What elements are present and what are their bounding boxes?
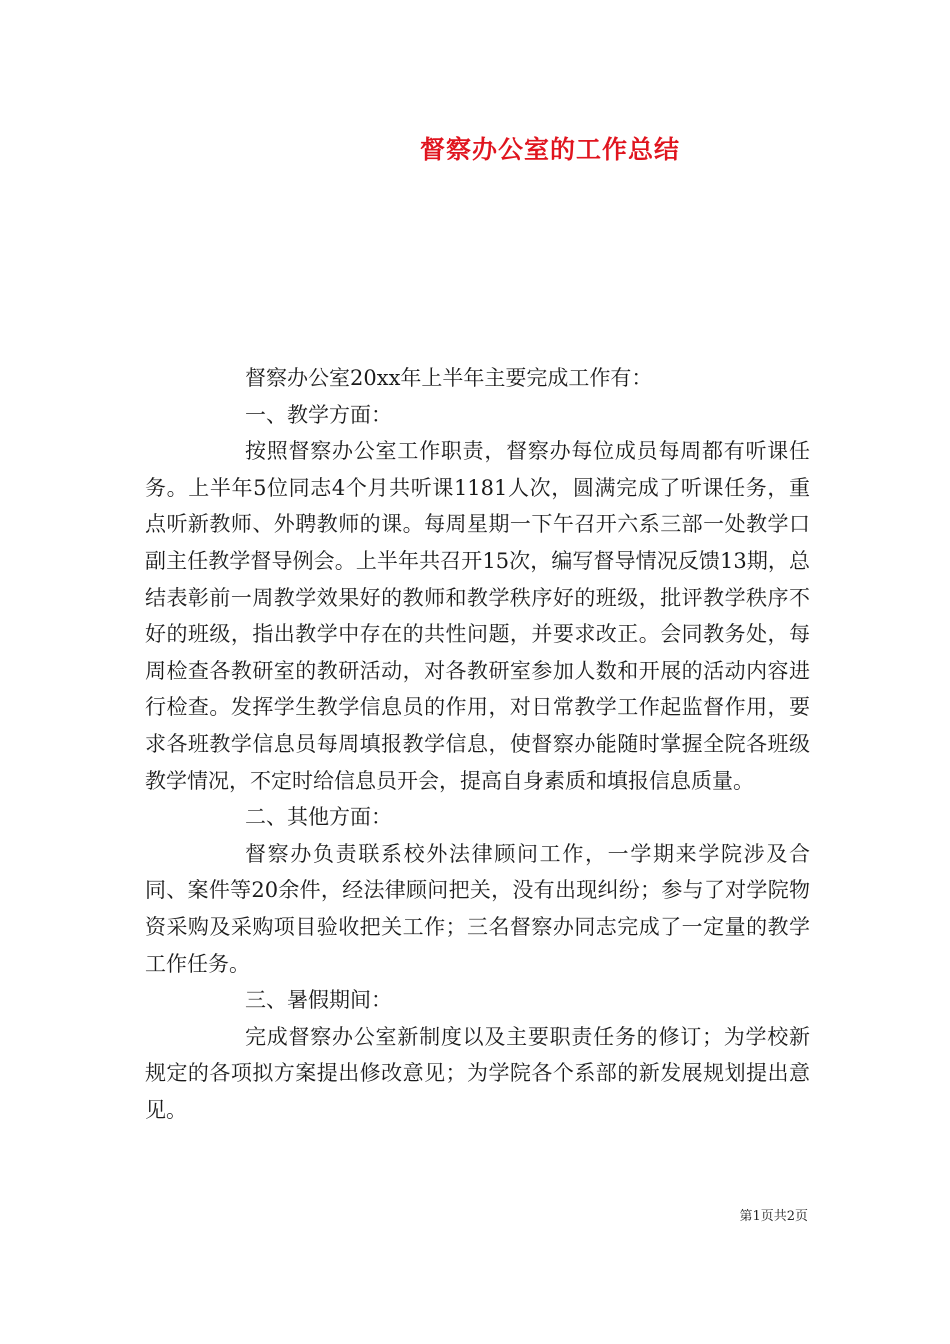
teaching-paragraph: 按照督察办公室工作职责，督察办每位成员每周都有听课任务。上半年5位同志4个月共听课1181人次，圆满完成了听课任务，重点听新教师、外聘教师的课。每周星期一下午召开六系三部一处教学口副主任教学督导例会。上半年共召开15次，编写督导情况反馈13期，总结表彰前一周教学效果好的教师和教学秩序好的班级，批评教学秩序不好的班级，指出教学中存在的共性问题，并要求改正。会同教务处，每周检查各教研室的教研活动，对各教研室参加人数和开展的活动内容进行检查。发挥学生教学信息员的作用，对日常教学工作起监督作用，要求各班教学信息员每周填报教学信息，使督察办能随时掌握全院各班级教学情况，不定时给信息员开会，提高自身素质和填报信息质量。 <box>145 439 810 793</box>
section-heading-other: 二、其他方面： <box>245 805 392 830</box>
document-body <box>145 360 810 1128</box>
page-number-footer: 第1页共2页 <box>739 1209 808 1224</box>
section-heading-teaching: 一、教学方面： <box>245 402 392 427</box>
summer-paragraph: 完成督察办公室新制度以及主要职责任务的修订；为学校新规定的各项拟方案提出修改意见；为学院各个系部的新发展规划提出意见。 <box>145 1024 810 1122</box>
intro-paragraph: 督察办公室20xx年上半年主要完成工作有： <box>245 366 653 390</box>
section-heading-summer: 三、暑假期间： <box>245 988 392 1013</box>
document-title: 督察办公室的工作总结 <box>419 135 680 164</box>
other-paragraph: 督察办负责联系校外法律顾问工作，一学期来学院涉及合同、案件等20余件，经法律顾问把关，没有出现纠纷；参与了对学院物资采购及采购项目验收把关工作；三名督察办同志完成了一定量的教学工作任务。 <box>145 841 810 976</box>
